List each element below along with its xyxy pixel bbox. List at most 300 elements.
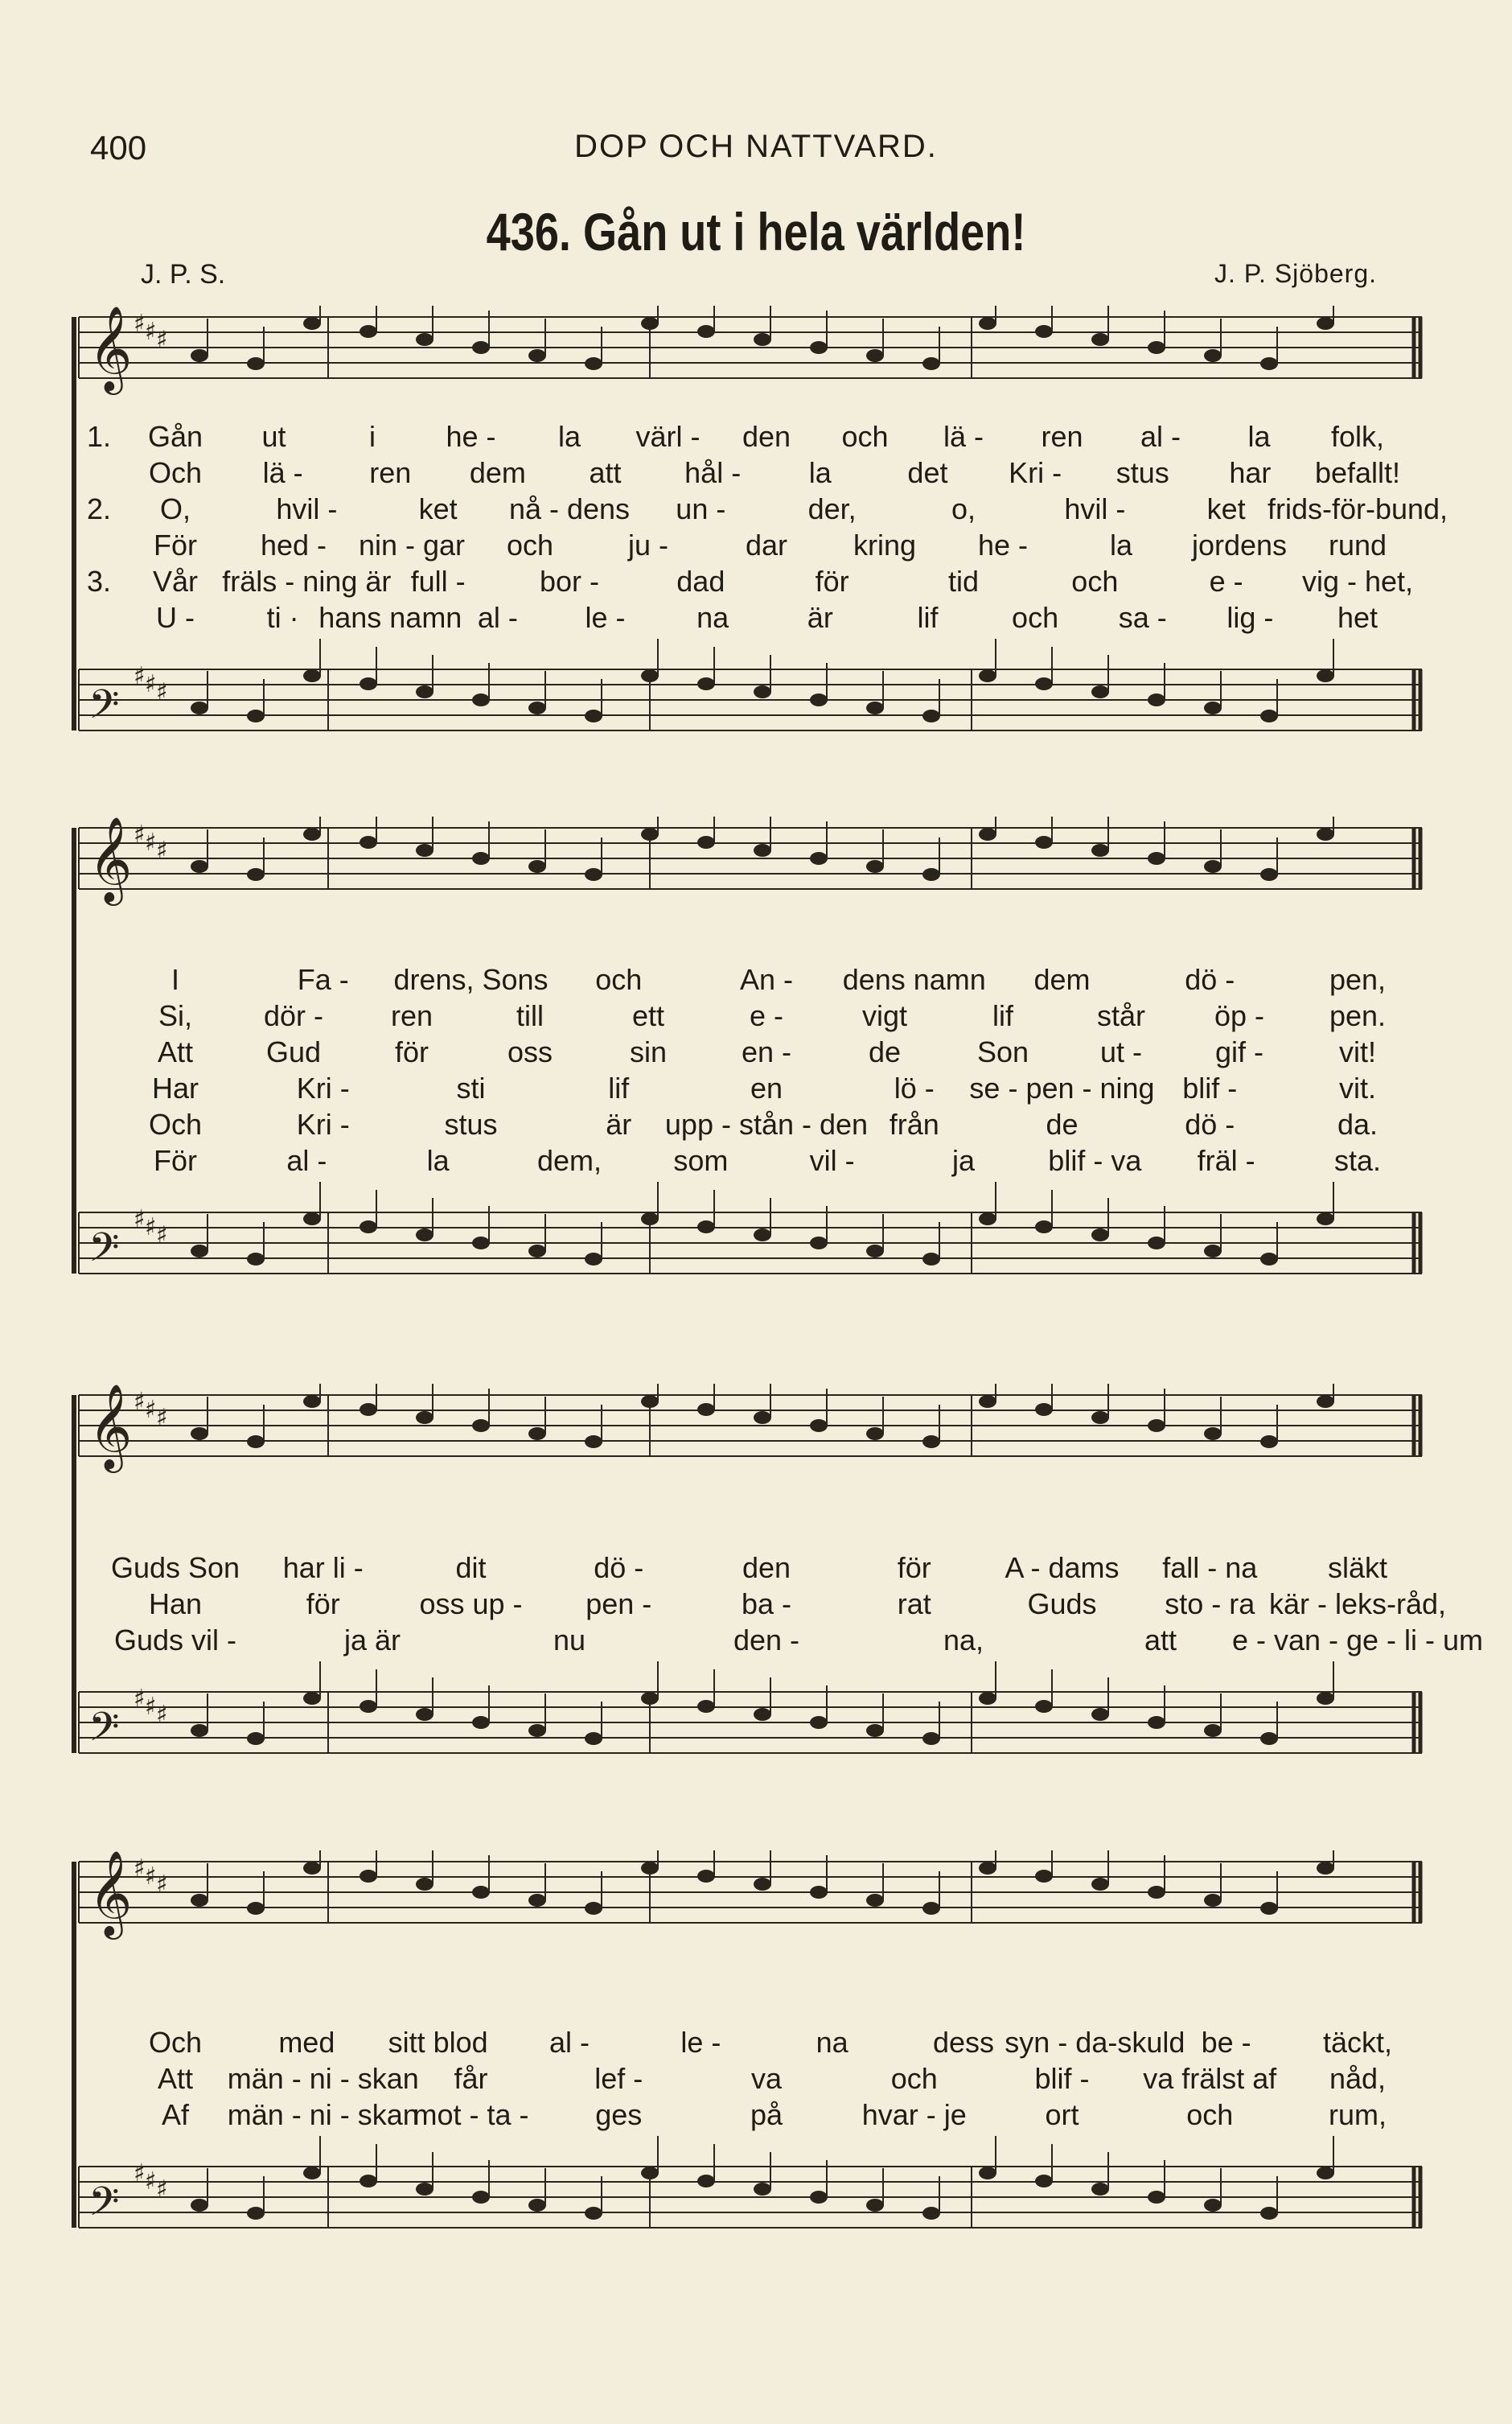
lyric-word: står xyxy=(1096,999,1146,1032)
treble-notehead xyxy=(1317,828,1334,841)
lyric-word: att xyxy=(1144,1624,1177,1656)
lyric-word: gif - xyxy=(1214,1035,1264,1068)
lyric-word: Son xyxy=(976,1035,1029,1068)
lyric-word: ett xyxy=(631,999,665,1032)
bass-notehead xyxy=(1091,685,1109,698)
treble-notehead xyxy=(754,333,771,346)
lyric-word: he - xyxy=(446,420,496,453)
lyric-word: pen - xyxy=(585,1587,652,1620)
lyric-word: dö - xyxy=(1185,1108,1235,1141)
bass-notehead xyxy=(1091,2183,1109,2196)
lyric-word: sin xyxy=(629,1035,668,1068)
treble-notehead xyxy=(1204,860,1222,873)
treble-notehead xyxy=(1035,1403,1053,1416)
lyric-word: ut xyxy=(261,420,286,453)
bass-notehead xyxy=(247,1253,265,1266)
lyric-word: och xyxy=(1186,2098,1234,2131)
treble-notehead xyxy=(416,1878,433,1891)
lyric-word: täckt, xyxy=(1322,2026,1393,2059)
lyric-word: för xyxy=(306,1587,340,1620)
treble-clef-icon: 𝄞 xyxy=(88,1850,133,1936)
bass-notehead xyxy=(528,1245,546,1257)
bass-notehead xyxy=(1035,2175,1053,2187)
treble-notehead xyxy=(191,1894,208,1907)
lyric-word: e - xyxy=(749,999,784,1032)
lyric-word: dö - xyxy=(594,1551,644,1584)
sharp-icon: ♯ xyxy=(156,678,168,706)
sharp-icon: ♯ xyxy=(134,2159,146,2187)
lyric-word: i xyxy=(369,420,376,453)
treble-notehead xyxy=(641,1395,659,1408)
treble-notehead xyxy=(472,1419,490,1432)
lyric-word: män - ni - skan xyxy=(227,2062,419,2095)
bass-notehead xyxy=(585,710,602,722)
treble-notehead xyxy=(360,325,377,338)
bass-notehead xyxy=(866,702,884,714)
bass-notehead xyxy=(303,1212,321,1225)
lyric-word: stus xyxy=(444,1108,498,1141)
lyric-word: ti · xyxy=(266,601,299,634)
lyric-word: al - xyxy=(286,1144,327,1177)
bass-notehead xyxy=(979,1692,996,1705)
bass-notehead xyxy=(697,2175,715,2187)
bass-notehead xyxy=(360,1700,377,1713)
lyric-word: För xyxy=(154,529,197,562)
bass-notehead xyxy=(979,1212,996,1225)
lyric-word: kär - leks-råd, xyxy=(1268,1587,1447,1620)
lyric-word: vit. xyxy=(1338,1072,1377,1105)
lyric-word: vigt xyxy=(861,999,908,1032)
treble-notehead xyxy=(1148,1419,1165,1432)
treble-notehead xyxy=(922,357,940,370)
bass-notehead xyxy=(247,710,265,722)
lyric-word: la xyxy=(557,420,581,453)
treble-notehead xyxy=(303,1395,321,1408)
lyric-word: från xyxy=(889,1108,939,1141)
bass-notehead xyxy=(1091,1708,1109,1721)
treble-notehead xyxy=(922,1902,940,1915)
lyric-line xyxy=(71,1551,1430,1587)
treble-notehead xyxy=(979,828,996,841)
lyric-word: rum, xyxy=(1329,2098,1387,2131)
lyric-word: ren xyxy=(390,999,433,1032)
lyric-word: ort xyxy=(1045,2098,1079,2131)
lyric-word: hvil - xyxy=(1064,492,1126,525)
bass-notehead xyxy=(641,1212,659,1225)
treble-clef-icon: 𝄞 xyxy=(88,306,133,391)
lyric-word: de xyxy=(1046,1108,1079,1141)
lyric-word: den - xyxy=(733,1624,800,1656)
page-number: 400 xyxy=(90,129,147,167)
lyric-word: lif xyxy=(608,1072,630,1105)
lyric-word: stus xyxy=(1116,456,1169,489)
bass-notehead xyxy=(922,2207,940,2220)
lyric-line xyxy=(71,2098,1430,2134)
lyric-word: dö - xyxy=(1185,963,1235,996)
lyric-word: Guds vil - xyxy=(113,1624,237,1656)
treble-clef-icon: 𝄞 xyxy=(88,1384,133,1469)
treble-notehead xyxy=(585,1902,602,1915)
lyric-word: får xyxy=(454,2062,488,2095)
lyric-word: o, xyxy=(951,492,976,525)
lyric-word: nåd, xyxy=(1329,2062,1387,2095)
bass-clef-icon: 𝄢 xyxy=(88,1224,120,1281)
sharp-icon: ♯ xyxy=(145,318,157,346)
lyric-word: det xyxy=(907,456,948,489)
lyric-word: ren xyxy=(369,456,412,489)
bass-notehead xyxy=(1035,1220,1053,1233)
lyric-word: är xyxy=(807,601,833,634)
treble-notehead xyxy=(416,844,433,857)
treble-notehead xyxy=(866,1894,884,1907)
treble-notehead xyxy=(472,1886,490,1899)
bass-notehead xyxy=(416,1228,433,1241)
lyric-word: Och xyxy=(148,1108,203,1141)
treble-notehead xyxy=(247,357,265,370)
hymn-title: 436. Gån ut i hela världen! xyxy=(486,202,1026,261)
bass-notehead xyxy=(810,1237,828,1249)
bass-notehead xyxy=(360,2175,377,2187)
sharp-icon: ♯ xyxy=(145,1213,157,1241)
lyric-word: lö - xyxy=(894,1072,935,1105)
lyric-line xyxy=(71,963,1430,998)
lyric-line xyxy=(71,492,1448,528)
lyric-word: I xyxy=(171,963,180,996)
bass-notehead xyxy=(1204,1245,1222,1257)
bass-notehead xyxy=(528,2199,546,2212)
lyric-word: vit! xyxy=(1338,1035,1377,1068)
treble-notehead xyxy=(247,1902,265,1915)
treble-notehead xyxy=(303,317,321,330)
lyric-word: al - xyxy=(1140,420,1181,453)
lyric-word: ut - xyxy=(1099,1035,1143,1068)
sharp-icon: ♯ xyxy=(134,1685,146,1713)
music-system-4 xyxy=(71,1850,1430,2301)
bass-notehead xyxy=(866,2199,884,2212)
lyric-word: sto - ra xyxy=(1165,1587,1255,1620)
sharp-icon: ♯ xyxy=(134,662,146,690)
lyric-word: Kri - xyxy=(296,1072,350,1105)
treble-notehead xyxy=(979,317,996,330)
sharp-icon: ♯ xyxy=(156,1221,168,1249)
bass-notehead xyxy=(810,693,828,706)
lyric-word: pen, xyxy=(1329,963,1387,996)
lyric-word: na xyxy=(816,2026,848,2059)
bass-notehead xyxy=(360,677,377,690)
bass-notehead xyxy=(191,2199,208,2212)
lyric-line xyxy=(71,1624,1484,1659)
bass-clef-icon: 𝄢 xyxy=(88,2179,120,2235)
lyric-word: fräls - ning är xyxy=(222,565,392,598)
bass-notehead xyxy=(303,669,321,682)
lyric-word: ja xyxy=(951,1144,976,1177)
treble-notehead xyxy=(1317,1862,1334,1875)
bass-notehead xyxy=(303,2167,321,2179)
lyric-word: oss xyxy=(507,1035,553,1068)
bass-notehead xyxy=(528,1724,546,1737)
treble-notehead xyxy=(1035,325,1053,338)
lyric-word: för xyxy=(394,1035,429,1068)
lyric-line xyxy=(71,456,1430,492)
treble-notehead xyxy=(866,349,884,362)
bass-notehead xyxy=(1148,1237,1165,1249)
sharp-icon: ♯ xyxy=(134,1205,146,1233)
bass-notehead xyxy=(1148,1716,1165,1729)
lyric-word: dad xyxy=(676,565,725,598)
lyric-line xyxy=(71,2026,1430,2061)
treble-notehead xyxy=(472,852,490,865)
treble-notehead xyxy=(191,349,208,362)
sharp-icon: ♯ xyxy=(134,821,146,849)
lyric-word: öp - xyxy=(1214,999,1265,1032)
treble-notehead xyxy=(1204,1894,1222,1907)
treble-notehead xyxy=(754,1878,771,1891)
bass-notehead xyxy=(641,1692,659,1705)
bass-notehead xyxy=(754,685,771,698)
lyric-line xyxy=(71,529,1430,564)
lyric-word: lef - xyxy=(594,2062,643,2095)
treble-notehead xyxy=(1091,844,1109,857)
lyric-word: va xyxy=(750,2062,783,2095)
lyric-word: värl - xyxy=(635,420,701,453)
lyric-word: full - xyxy=(410,565,466,598)
lyric-word: ju - xyxy=(627,529,669,562)
treble-notehead xyxy=(247,868,265,881)
lyric-word: har xyxy=(1229,456,1272,489)
lyric-word: Han xyxy=(148,1587,203,1620)
treble-notehead xyxy=(416,333,433,346)
sharp-icon: ♯ xyxy=(134,310,146,338)
treble-notehead xyxy=(1091,1411,1109,1424)
lyric-word: oss up - xyxy=(419,1587,523,1620)
lyric-word: O, xyxy=(159,492,191,525)
treble-notehead xyxy=(1091,333,1109,346)
lyric-word: jordens xyxy=(1191,529,1288,562)
lyric-word: Vår xyxy=(152,565,199,598)
treble-notehead xyxy=(979,1395,996,1408)
lyric-word: För xyxy=(154,1144,197,1177)
bass-notehead xyxy=(641,2167,659,2179)
treble-notehead xyxy=(1260,1902,1278,1915)
treble-notehead xyxy=(866,1427,884,1440)
treble-notehead xyxy=(1148,341,1165,354)
treble-notehead xyxy=(191,1427,208,1440)
bass-notehead xyxy=(585,1732,602,1745)
treble-notehead xyxy=(697,1403,715,1416)
bass-notehead xyxy=(1204,1724,1222,1737)
lyric-word: ket xyxy=(418,492,458,525)
treble-notehead xyxy=(697,1870,715,1883)
lyric-word: hål - xyxy=(684,456,742,489)
lyric-word: är xyxy=(606,1108,632,1141)
bass-notehead xyxy=(979,669,996,682)
lyric-word: de xyxy=(868,1035,902,1068)
lyric-word: blif - va xyxy=(1048,1144,1142,1177)
lyric-word: ba - xyxy=(741,1587,792,1620)
sharp-icon: ♯ xyxy=(156,326,168,354)
lyric-word: A - dams xyxy=(1005,1551,1120,1584)
lyric-line xyxy=(71,1587,1447,1623)
lyric-word: Kri - xyxy=(296,1108,350,1141)
lyric-word: rund xyxy=(1328,529,1387,562)
treble-notehead xyxy=(585,357,602,370)
treble-notehead xyxy=(1317,317,1334,330)
lyric-word: hvil - xyxy=(276,492,338,525)
lyric-word: till xyxy=(516,999,544,1032)
lyric-word: dem, xyxy=(536,1144,602,1177)
bass-notehead xyxy=(1035,1700,1053,1713)
lyric-word: sa - xyxy=(1118,601,1167,634)
sharp-icon: ♯ xyxy=(156,1404,168,1432)
bass-notehead xyxy=(472,2191,490,2204)
verse-number: 2. xyxy=(87,492,112,525)
treble-notehead xyxy=(528,860,546,873)
lyric-word: drens, Sons xyxy=(393,963,549,996)
lyric-word: le - xyxy=(585,601,626,634)
sharp-icon: ♯ xyxy=(145,1396,157,1424)
lyric-word: be - xyxy=(1201,2026,1251,2059)
lyric-word: den xyxy=(742,1551,791,1584)
treble-notehead xyxy=(1148,1886,1165,1899)
lyric-word: An - xyxy=(739,963,794,996)
lyric-word: dar xyxy=(745,529,788,562)
bass-notehead xyxy=(866,1724,884,1737)
bass-notehead xyxy=(810,1716,828,1729)
lyric-word: och xyxy=(1012,601,1059,634)
running-head: DOP OCH NATTVARD. xyxy=(574,129,938,164)
lyric-word: syn - da-skuld xyxy=(1005,2026,1185,2059)
treble-notehead xyxy=(360,1870,377,1883)
bass-notehead xyxy=(528,702,546,714)
lyric-word: dens namn xyxy=(842,963,986,996)
lyric-word: dit xyxy=(455,1551,487,1584)
lyric-word: ren xyxy=(1041,420,1083,453)
lyric-word: dör - xyxy=(263,999,324,1032)
bass-notehead xyxy=(585,1253,602,1266)
bass-notehead xyxy=(866,1245,884,1257)
sharp-icon: ♯ xyxy=(134,1854,146,1883)
lyric-word: Fa - xyxy=(297,963,349,996)
lyric-word: lif xyxy=(917,601,939,634)
lyric-word: Och xyxy=(148,2026,203,2059)
treble-notehead xyxy=(1035,1870,1053,1883)
lyric-word: Si, xyxy=(158,999,193,1032)
lyric-word: va frälst af xyxy=(1143,2062,1277,2095)
lyric-line xyxy=(71,1108,1430,1143)
lyric-word: frids-för-bund, xyxy=(1267,492,1448,525)
lyric-word: un - xyxy=(676,492,726,525)
bass-notehead xyxy=(1204,2199,1222,2212)
bass-notehead xyxy=(1260,710,1278,722)
lyric-word: som xyxy=(673,1144,729,1177)
bass-notehead xyxy=(1260,1732,1278,1745)
treble-notehead xyxy=(810,341,828,354)
lyric-word: rat xyxy=(897,1587,931,1620)
treble-notehead xyxy=(191,860,208,873)
bass-notehead xyxy=(1260,1253,1278,1266)
lyric-word: het xyxy=(1337,601,1378,634)
lyric-word: der, xyxy=(807,492,857,525)
lyric-word: Har xyxy=(151,1072,199,1105)
bass-notehead xyxy=(1148,693,1165,706)
treble-notehead xyxy=(472,341,490,354)
lyric-word: la xyxy=(1247,420,1271,453)
treble-notehead xyxy=(754,1411,771,1424)
bass-notehead xyxy=(1035,677,1053,690)
lyric-word: Att xyxy=(157,2062,194,2095)
bass-notehead xyxy=(1317,669,1334,682)
bass-notehead xyxy=(360,1220,377,1233)
treble-notehead xyxy=(979,1862,996,1875)
bass-notehead xyxy=(585,2207,602,2220)
lyric-line xyxy=(71,999,1430,1035)
treble-notehead xyxy=(1260,1435,1278,1448)
lyric-word: på xyxy=(750,2098,783,2131)
bass-notehead xyxy=(1148,2191,1165,2204)
lyric-word: e - xyxy=(1209,565,1243,598)
bass-notehead xyxy=(247,2207,265,2220)
lyric-line xyxy=(71,565,1430,600)
lyric-word: la xyxy=(426,1144,450,1177)
lyric-word: Gud xyxy=(265,1035,322,1068)
lyric-word: att xyxy=(589,456,622,489)
lyric-word: vig - het, xyxy=(1301,565,1414,598)
treble-notehead xyxy=(641,828,659,841)
treble-notehead xyxy=(1035,836,1053,849)
lyric-word: dem xyxy=(469,456,526,489)
bass-notehead xyxy=(697,1700,715,1713)
lyric-word: al - xyxy=(477,601,518,634)
bass-notehead xyxy=(191,702,208,714)
bass-notehead xyxy=(247,1732,265,1745)
lyric-word: e - van - ge - li - um xyxy=(1231,1624,1484,1656)
lyric-word: för xyxy=(815,565,849,598)
bass-notehead xyxy=(1091,1228,1109,1241)
bass-notehead xyxy=(754,1708,771,1721)
music-system-1 xyxy=(71,306,1448,756)
lyric-word: för xyxy=(897,1551,931,1584)
sharp-icon: ♯ xyxy=(145,1693,157,1721)
treble-notehead xyxy=(1260,357,1278,370)
bass-notehead xyxy=(1317,1692,1334,1705)
lyric-word: sti xyxy=(456,1072,486,1105)
lyric-word: ges xyxy=(595,2098,643,2131)
lyric-word: och xyxy=(506,529,554,562)
lyric-word: blif - xyxy=(1182,1072,1238,1105)
bass-notehead xyxy=(697,1220,715,1233)
lyric-word: har li - xyxy=(282,1551,364,1584)
lyric-word: hvar - je xyxy=(861,2098,967,2131)
lyric-word: na xyxy=(696,601,729,634)
lyric-word: hans namn xyxy=(318,601,462,634)
bass-notehead xyxy=(472,1716,490,1729)
lyric-word: kring xyxy=(853,529,917,562)
bass-notehead xyxy=(416,2183,433,2196)
lyric-word: Gån xyxy=(147,420,203,453)
treble-notehead xyxy=(303,1862,321,1875)
treble-notehead xyxy=(1148,852,1165,865)
lyric-word: befallt! xyxy=(1314,456,1401,489)
lyric-word: lä - xyxy=(262,456,303,489)
lyric-word: la xyxy=(1109,529,1133,562)
treble-notehead xyxy=(1204,1427,1222,1440)
lyric-word: Guds Son xyxy=(110,1551,240,1584)
bass-clef-icon: 𝄢 xyxy=(88,681,120,738)
treble-notehead xyxy=(247,1435,265,1448)
lyric-line xyxy=(71,1072,1430,1107)
treble-notehead xyxy=(697,836,715,849)
lyric-word: och xyxy=(890,2062,938,2095)
